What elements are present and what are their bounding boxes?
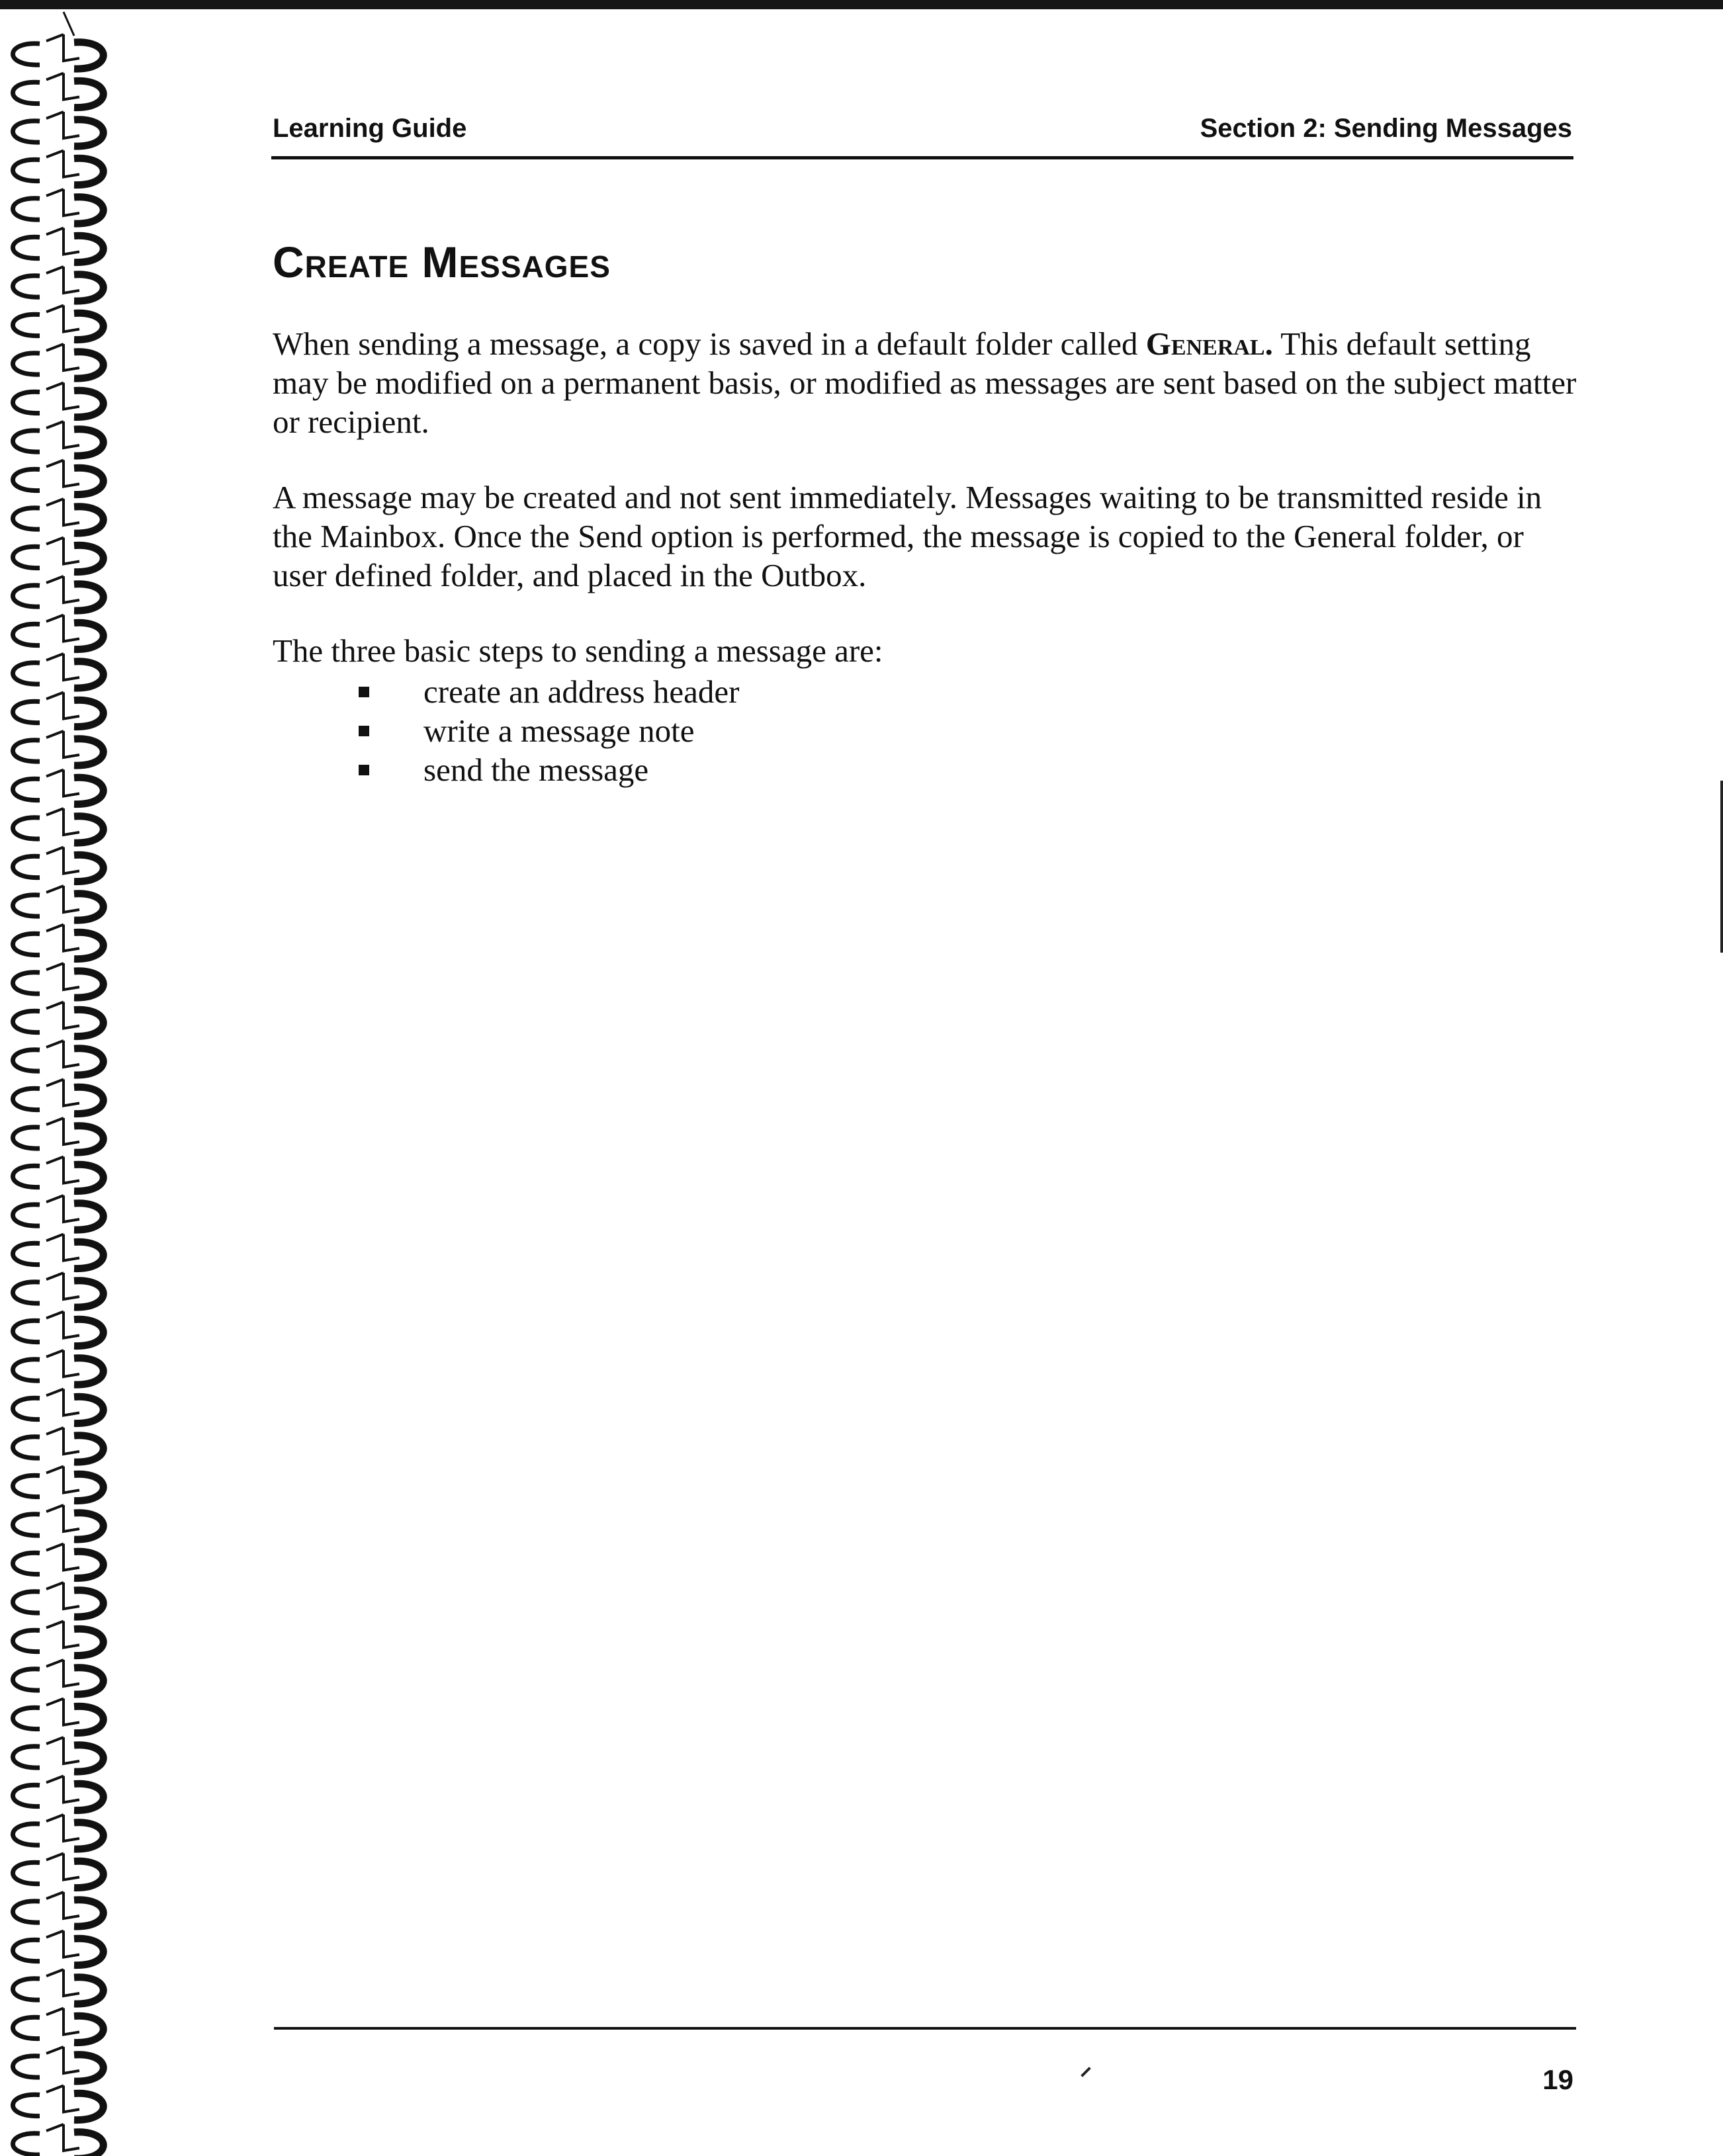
spiral-coil: [13, 925, 103, 959]
spiral-coil: [13, 654, 103, 688]
spiral-coil: [13, 1467, 103, 1501]
spiral-wire: [64, 12, 74, 36]
spiral-coil: [13, 1854, 103, 1888]
square-bullet-icon: [359, 726, 369, 736]
spiral-coil: [13, 267, 103, 301]
spiral-coil: [13, 189, 103, 224]
spiral-coil: [13, 1234, 103, 1269]
spiral-coil: [13, 1002, 103, 1037]
spiral-coil: [13, 1621, 103, 1656]
step-text: send the message: [423, 752, 649, 788]
paragraph-steps-intro: The three basic steps to sending a message are:: [273, 632, 883, 669]
spiral-coil: [13, 1157, 103, 1191]
spiral-coil: [13, 1544, 103, 1578]
spiral-coil: [13, 1118, 103, 1152]
scan-mark: [1081, 2067, 1091, 2077]
spiral-coil: [13, 460, 103, 495]
spiral-binding: [0, 9, 119, 2156]
paragraph-mainbox: A message may be created and not sent immediately. Messages waiting to be transmitted reside in the Mainbox. Once the Send option is performed, the message is copied to the General folder, or user defined folder, and placed in the Outbox.: [273, 479, 1542, 593]
spiral-coil: [13, 228, 103, 263]
spiral-coil: [13, 1582, 103, 1617]
paragraph-text: This default setting may be modified on a permanent basis, or modified as messages are sent based on the subject matter or recipient.: [273, 325, 1577, 440]
spiral-coil: [13, 1776, 103, 1811]
spiral-coil: [13, 1389, 103, 1424]
spiral-coil: [13, 576, 103, 611]
spiral-coil: [13, 963, 103, 998]
square-bullet-icon: [359, 765, 369, 775]
spiral-coil: [13, 151, 103, 185]
scan-right-edge: [1720, 781, 1723, 953]
page-title: Create Messages: [273, 237, 611, 286]
list-item: [357, 672, 739, 711]
footer-rule: [274, 2027, 1576, 2030]
list-item: [357, 750, 739, 789]
running-header-left: Learning Guide: [273, 114, 467, 143]
spiral-coil: [13, 538, 103, 572]
spiral-coil: [13, 1969, 103, 2004]
spiral-coil: [13, 1195, 103, 1230]
spiral-coil: [13, 34, 103, 69]
square-bullet-icon: [359, 687, 369, 697]
spiral-coil: [13, 1428, 103, 1462]
paragraph-default-folder: [273, 324, 1583, 441]
running-header-right: Section 2: Sending Messages: [1200, 114, 1572, 143]
spiral-coil: [13, 2008, 103, 2043]
spiral-coil: [13, 886, 103, 920]
spiral-coil: [13, 808, 103, 843]
spiral-coil: [13, 1041, 103, 1075]
spiral-coil: [13, 1737, 103, 1772]
scan-top-edge: [0, 0, 1723, 9]
steps-list: [357, 672, 739, 789]
spiral-coil: [13, 344, 103, 378]
spiral-coil: [13, 1080, 103, 1114]
spiral-coil: [13, 731, 103, 765]
list-item: [357, 711, 739, 750]
spiral-coil: [13, 1699, 103, 1733]
spiral-coil: [13, 693, 103, 727]
spiral-coil: [13, 112, 103, 146]
step-text: write a message note: [423, 712, 695, 749]
spiral-coil: [13, 73, 103, 108]
spiral-coil: [13, 1815, 103, 1849]
spiral-coil: [13, 1931, 103, 1965]
header-rule: [271, 156, 1573, 159]
spiral-coil: [13, 2124, 103, 2156]
spiral-coil: [13, 615, 103, 650]
spiral-coil: [13, 421, 103, 456]
spiral-coil: [13, 499, 103, 533]
paragraph-text: When sending a message, a copy is saved in a default folder called: [273, 325, 1146, 362]
spiral-coil: [13, 2086, 103, 2120]
spiral-coil: [13, 1273, 103, 1307]
spiral-coil: [13, 1312, 103, 1346]
spiral-coil: [13, 1660, 103, 1694]
folder-name: General.: [1145, 325, 1273, 362]
spiral-coil: [13, 1350, 103, 1385]
spiral-coil: [13, 1505, 103, 1539]
step-text: create an address header: [423, 673, 740, 710]
spiral-coil: [13, 847, 103, 882]
spiral-coil: [13, 2047, 103, 2081]
spiral-coil: [13, 383, 103, 417]
spiral-coil: [13, 1892, 103, 1926]
spiral-coil: [13, 306, 103, 340]
page-number: 19: [1542, 2064, 1573, 2095]
spiral-coil: [13, 770, 103, 804]
